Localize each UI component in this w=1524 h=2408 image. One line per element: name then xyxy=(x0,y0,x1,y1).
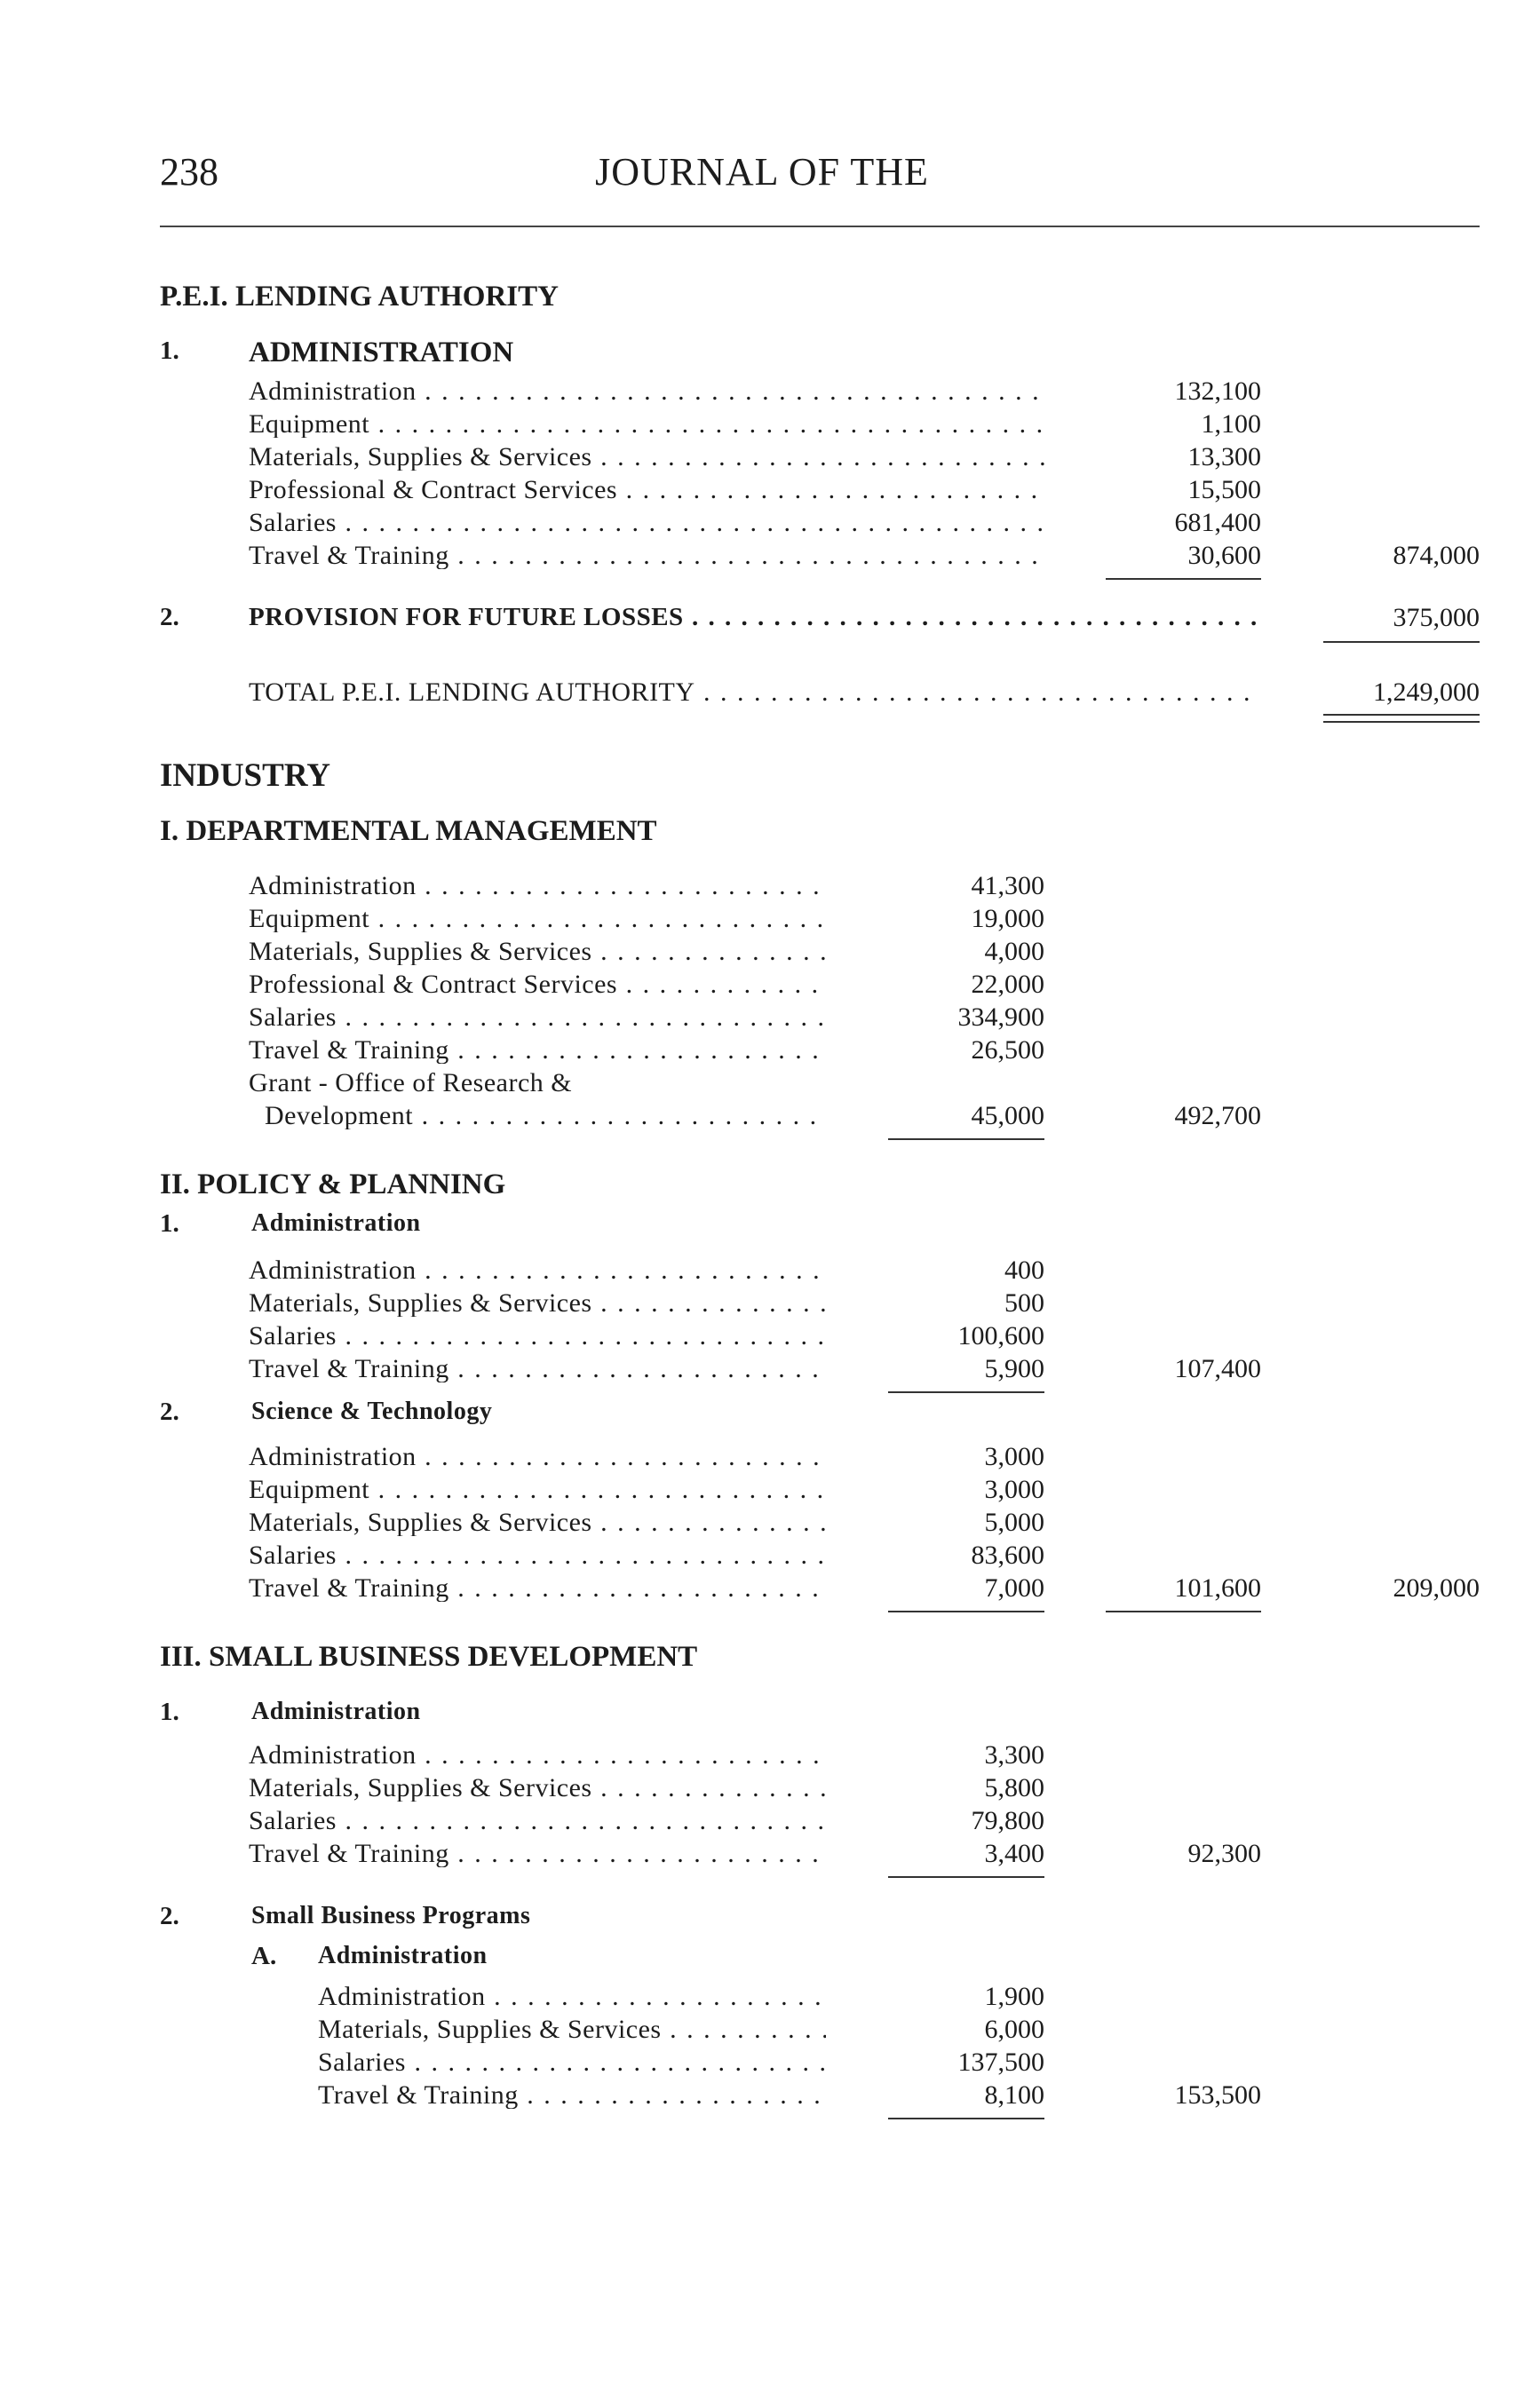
total-amount: 1,249,000 xyxy=(1373,677,1480,707)
line-item-amount: 4,000 xyxy=(984,937,1044,966)
line-item-label: Travel & Training . . . xyxy=(249,1841,826,1867)
running-head: JOURNAL OF THE xyxy=(595,150,929,194)
line-item-amount: 41,300 xyxy=(971,871,1044,900)
line-item-label: Administration . . . xyxy=(249,1742,826,1769)
sbd-admin-number: 1. xyxy=(160,1698,179,1726)
line-item-label: Salaries . . . xyxy=(249,1004,826,1031)
policy-admin-number: 1. xyxy=(160,1209,179,1238)
line-item-amount: 400 xyxy=(1004,1255,1044,1285)
line-item-amount: 681,400 xyxy=(1174,508,1261,537)
line-item-amount: 3,000 xyxy=(984,1475,1044,1504)
industry-title: INDUSTRY xyxy=(160,757,330,794)
subtotal-rule xyxy=(888,2118,1044,2119)
policy-title: II. POLICY & PLANNING xyxy=(160,1168,506,1200)
line-item-label: Administration . . . xyxy=(249,873,826,899)
sbd-admin-total: 92,300 xyxy=(1187,1839,1261,1868)
subtotal-rule xyxy=(1323,641,1480,643)
sci-tech-title: Science & Technology xyxy=(251,1398,493,1425)
sb-programs-number: 2. xyxy=(160,1902,179,1930)
line-item-label: Administration . . . xyxy=(249,378,1048,405)
line-item-label: Materials, Supplies & Services . . . xyxy=(249,1509,826,1536)
line-item-amount: 1,100 xyxy=(1201,409,1261,439)
line-item-label: Travel & Training . . . xyxy=(249,543,1048,569)
header-rule xyxy=(160,226,1480,227)
policy-section-total: 209,000 xyxy=(1393,1573,1480,1603)
line-item-label: Grant - Office of Research & xyxy=(249,1070,573,1097)
line-item-amount: 6,000 xyxy=(984,2015,1044,2044)
total-label: TOTAL P.E.I. LENDING AUTHORITY . . . xyxy=(249,679,1261,706)
line-item-label: Administration . . . xyxy=(249,1444,826,1470)
sbd-admin-title: Administration xyxy=(251,1698,421,1725)
line-item-label: Salaries . . . xyxy=(249,1542,826,1569)
line-item-amount: 13,300 xyxy=(1187,442,1261,471)
line-item-label: Materials, Supplies & Services . . . xyxy=(249,1290,826,1317)
line-item-label: Travel & Training . . . xyxy=(249,1575,826,1602)
sub-admin-title: Administration xyxy=(318,1942,488,1969)
line-item-amount: 3,300 xyxy=(984,1740,1044,1770)
line-item-amount: 15,500 xyxy=(1187,475,1261,504)
line-item-amount: 26,500 xyxy=(971,1035,1044,1065)
provision-label: PROVISION FOR FUTURE LOSSES . . . xyxy=(249,605,1261,630)
line-item-amount: 8,100 xyxy=(984,2080,1044,2110)
line-item-label: Materials, Supplies & Services . . . xyxy=(318,2016,826,2043)
subtotal-rule xyxy=(1106,578,1261,580)
line-item-amount: 1,900 xyxy=(984,1982,1044,2011)
line-item-amount: 3,400 xyxy=(984,1839,1044,1868)
line-item-label: Salaries . . . xyxy=(249,510,1048,536)
sub-admin-total: 153,500 xyxy=(1174,2080,1261,2110)
line-item-label: Development . . . xyxy=(265,1103,826,1129)
line-item-amount: 30,600 xyxy=(1187,541,1261,570)
sub-letter: A. xyxy=(251,1942,277,1970)
line-item-amount: 334,900 xyxy=(957,1002,1044,1032)
subtotal-rule xyxy=(888,1138,1044,1140)
total-double-rule xyxy=(1323,714,1480,723)
line-item-label: Administration . . . xyxy=(249,1257,826,1284)
section-title-lending: P.E.I. LENDING AUTHORITY xyxy=(160,281,559,313)
line-item-amount: 7,000 xyxy=(984,1573,1044,1603)
line-item-amount: 3,000 xyxy=(984,1442,1044,1471)
line-item-amount: 22,000 xyxy=(971,970,1044,999)
line-item-amount: 83,600 xyxy=(971,1541,1044,1570)
lending-admin-number: 1. xyxy=(160,337,179,365)
line-item-amount: 45,000 xyxy=(971,1101,1044,1130)
sci-tech-number: 2. xyxy=(160,1398,179,1426)
subtotal-rule xyxy=(888,1611,1044,1612)
line-item-label: Salaries . . . xyxy=(249,1808,826,1834)
line-item-label: Equipment . . . xyxy=(249,411,1048,438)
line-item-amount: 137,500 xyxy=(957,2048,1044,2077)
provision-amount: 375,000 xyxy=(1393,603,1480,632)
line-item-label: Materials, Supplies & Services . . . xyxy=(249,1775,826,1802)
subtotal-rule xyxy=(1106,1611,1261,1612)
line-item-label: Materials, Supplies & Services . . . xyxy=(249,939,826,965)
policy-admin-total: 107,400 xyxy=(1174,1354,1261,1383)
sci-tech-total: 101,600 xyxy=(1174,1573,1261,1603)
line-item-amount: 5,900 xyxy=(984,1354,1044,1383)
line-item-label: Travel & Training . . . xyxy=(249,1356,826,1382)
line-item-amount: 79,800 xyxy=(971,1806,1044,1835)
line-item-amount: 100,600 xyxy=(957,1321,1044,1351)
line-item-label: Professional & Contract Services . . . xyxy=(249,477,1048,503)
policy-admin-title: Administration xyxy=(251,1209,421,1237)
line-item-amount: 132,100 xyxy=(1174,376,1261,406)
dept-total-amount: 492,700 xyxy=(1174,1101,1261,1130)
line-item-label: Salaries . . . xyxy=(318,2049,826,2076)
line-item-label: Equipment . . . xyxy=(249,1477,826,1503)
line-item-label: Travel & Training . . . xyxy=(318,2082,826,2109)
page-number: 238 xyxy=(160,150,218,194)
line-item-amount: 500 xyxy=(1004,1288,1044,1318)
subtotal-rule xyxy=(888,1391,1044,1393)
line-item-amount: 5,000 xyxy=(984,1508,1044,1537)
dept-mgmt-title: I. DEPARTMENTAL MANAGEMENT xyxy=(160,815,657,847)
line-item-label: Materials, Supplies & Services . . . xyxy=(249,444,1048,471)
line-item-label: Administration . . . xyxy=(318,1984,826,2010)
line-item-label: Travel & Training . . . xyxy=(249,1037,826,1064)
line-item-label: Salaries . . . xyxy=(249,1323,826,1350)
sb-programs-title: Small Business Programs xyxy=(251,1902,531,1929)
admin-total-amount: 874,000 xyxy=(1393,541,1480,570)
line-item-label: Professional & Contract Services . . . xyxy=(249,971,826,998)
line-item-amount: 19,000 xyxy=(971,904,1044,933)
subtotal-rule xyxy=(888,1876,1044,1878)
line-item-label: Equipment . . . xyxy=(249,906,826,932)
sbd-title: III. SMALL BUSINESS DEVELOPMENT xyxy=(160,1641,698,1673)
lending-admin-title: ADMINISTRATION xyxy=(249,337,514,368)
line-item-amount: 5,800 xyxy=(984,1773,1044,1802)
provision-number: 2. xyxy=(160,603,179,631)
